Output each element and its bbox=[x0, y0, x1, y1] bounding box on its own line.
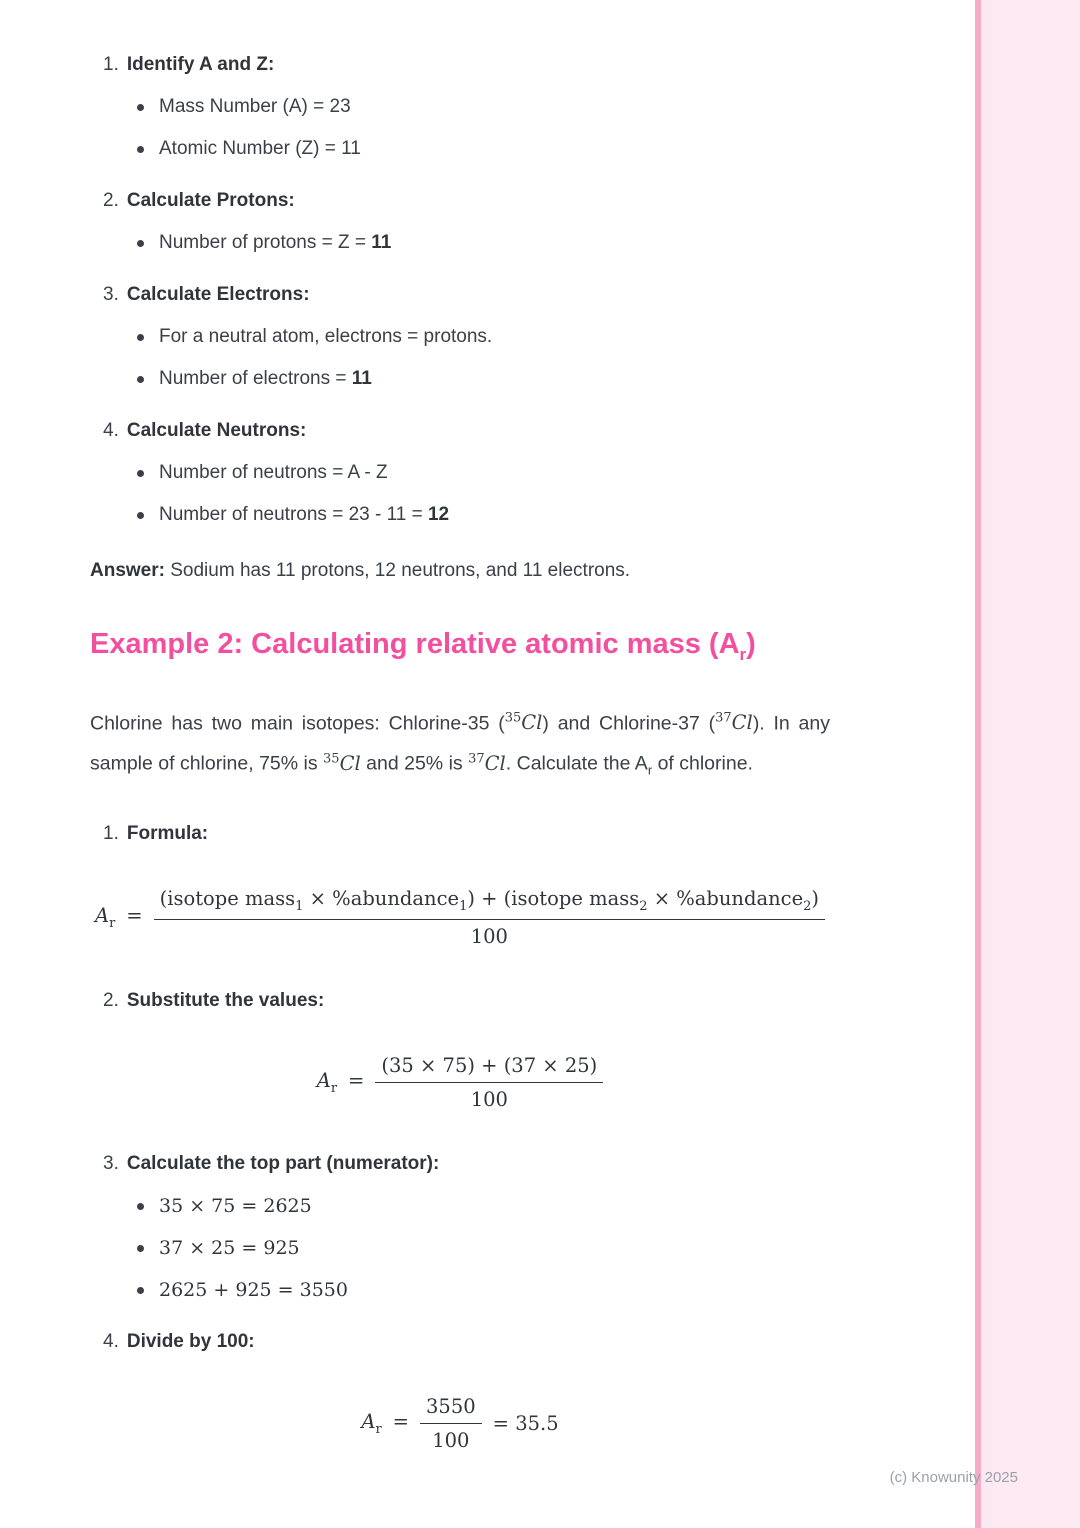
formula-ar-general bbox=[90, 887, 830, 948]
step-heading bbox=[90, 988, 830, 1014]
step-heading bbox=[90, 821, 830, 847]
fraction-numerator: (isotope mass$_1$ × %abundance$_1$) + (isotope mass$_2$ × %abundance$_2$) bbox=[159, 886, 820, 914]
math-bullet-text: 37 × 25 = 925 bbox=[159, 1236, 300, 1259]
ar-subscript: r bbox=[647, 762, 653, 778]
step-substitute bbox=[90, 988, 830, 1014]
list-item bbox=[137, 136, 830, 162]
example2-heading: Example 2: Calculating relative atomic mass $(A_r)$ bbox=[90, 628, 756, 664]
step-number: 4. bbox=[103, 1330, 119, 1352]
fraction bbox=[420, 1395, 482, 1452]
step-heading bbox=[90, 1329, 830, 1355]
bullet-dot bbox=[137, 1287, 144, 1294]
formula-lhs: $A_r$ = bbox=[361, 1409, 410, 1437]
math-bullet-text: 2625 + 925 = 3550 bbox=[159, 1278, 348, 1301]
bullet-text: Number of neutrons = A - Z bbox=[159, 462, 388, 483]
bullet-text: Mass Number (A) = 23 bbox=[159, 96, 351, 117]
bullet-dot bbox=[137, 1203, 144, 1210]
formula-result-value: = 35.5 bbox=[492, 1411, 559, 1435]
step-number: 1. bbox=[103, 822, 119, 844]
step-divide bbox=[90, 1329, 830, 1355]
step-number: 2. bbox=[103, 190, 119, 211]
step-heading bbox=[90, 1151, 830, 1177]
bullet-dot bbox=[137, 512, 144, 519]
step-numerator bbox=[90, 1151, 830, 1303]
step-title: Calculate Protons: bbox=[126, 190, 295, 211]
bullet-text: Number of electrons = 11 bbox=[159, 368, 372, 389]
step-title: Divide by 100: bbox=[126, 1330, 255, 1352]
step-title: Identify A and Z: bbox=[126, 54, 275, 75]
step-heading bbox=[90, 52, 830, 78]
isotope-notation: $^{35}$Cl bbox=[323, 751, 361, 775]
step-title: Formula: bbox=[126, 822, 209, 844]
bullet-text: For a neutral atom, electrons = protons. bbox=[159, 326, 493, 347]
bullet-dot bbox=[137, 334, 144, 341]
step-number: 3. bbox=[103, 1152, 119, 1174]
list-item bbox=[137, 1193, 830, 1219]
step-title: Substitute the values: bbox=[126, 989, 325, 1011]
list-item bbox=[137, 502, 830, 528]
step-number: 4. bbox=[103, 420, 119, 441]
bullet-text: Atomic Number (Z) = 11 bbox=[159, 138, 361, 159]
step-formula bbox=[90, 821, 830, 847]
fraction bbox=[154, 887, 825, 948]
bullet-dot bbox=[137, 1245, 144, 1252]
step-heading bbox=[90, 418, 830, 444]
example2-intro-paragraph: Chlorine has two main isotopes: Chlorine-35 ($^{35}$Cl) and Chlorine-37 ($^{37}$Cl). In any sample of chlorine, 75% is $^{35}$Cl and 25% is $^{37}$Cl. Calculate the $A_r$ of chlorine. bbox=[90, 710, 830, 778]
bullet-dot bbox=[137, 376, 144, 383]
step-number: 2. bbox=[103, 989, 119, 1011]
example1-steps bbox=[90, 52, 830, 584]
bullet-dot bbox=[137, 240, 144, 247]
fraction-numerator: (35 × 75) + (37 × 25) bbox=[381, 1053, 598, 1077]
step-calculate-neutrons bbox=[90, 418, 830, 528]
isotope-notation: $^{37}$Cl bbox=[468, 751, 506, 775]
bullet-dot bbox=[137, 104, 144, 111]
step-heading bbox=[90, 188, 830, 214]
step-title: Calculate the top part (numerator): bbox=[126, 1152, 440, 1174]
list-item bbox=[137, 460, 830, 486]
math-bullet-text: 35 × 75 = 2625 bbox=[159, 1194, 312, 1217]
isotope-notation: $^{37}$Cl bbox=[715, 710, 753, 735]
bullet-text: Number of protons = Z = 11 bbox=[159, 232, 392, 253]
example2-section bbox=[90, 626, 830, 1452]
fraction-denominator: 100 bbox=[154, 919, 825, 948]
list-item bbox=[137, 230, 830, 256]
answer-label: Answer: bbox=[90, 560, 165, 581]
bullet-dot bbox=[137, 470, 144, 477]
example1-answer bbox=[90, 558, 830, 584]
fraction bbox=[375, 1054, 603, 1111]
list-item bbox=[137, 366, 830, 392]
list-item bbox=[137, 324, 830, 350]
fraction-denominator: 100 bbox=[375, 1082, 603, 1111]
fraction-denominator: 100 bbox=[420, 1423, 482, 1452]
bullet-text: Number of neutrons = 23 - 11 = 12 bbox=[159, 504, 450, 525]
list-item bbox=[137, 94, 830, 120]
formula-ar-substituted bbox=[90, 1054, 830, 1111]
step-identify-a-z bbox=[90, 52, 830, 162]
list-item bbox=[137, 1235, 830, 1261]
step-number: 3. bbox=[103, 284, 119, 305]
fraction-numerator: 3550 bbox=[426, 1394, 476, 1418]
copyright-footer: (c) Knowunity 2025 bbox=[889, 1469, 1018, 1486]
formula-ar-result bbox=[90, 1395, 830, 1452]
step-calculate-protons bbox=[90, 188, 830, 256]
heading-subscript: r bbox=[739, 644, 747, 664]
step-heading bbox=[90, 282, 830, 308]
bullet-dot bbox=[137, 146, 144, 153]
step-number: 1. bbox=[103, 54, 119, 75]
formula-lhs: $A_r$ = bbox=[316, 1068, 365, 1096]
answer-text: Sodium has 11 protons, 12 neutrons, and 11 electrons. bbox=[164, 560, 631, 581]
step-calculate-electrons bbox=[90, 282, 830, 392]
formula-lhs: $A_r$ = bbox=[94, 903, 143, 931]
step-title: Calculate Neutrons: bbox=[126, 420, 307, 441]
isotope-notation: $^{35}$Cl bbox=[504, 710, 543, 735]
list-item bbox=[137, 1277, 830, 1303]
step-title: Calculate Electrons: bbox=[126, 284, 310, 305]
